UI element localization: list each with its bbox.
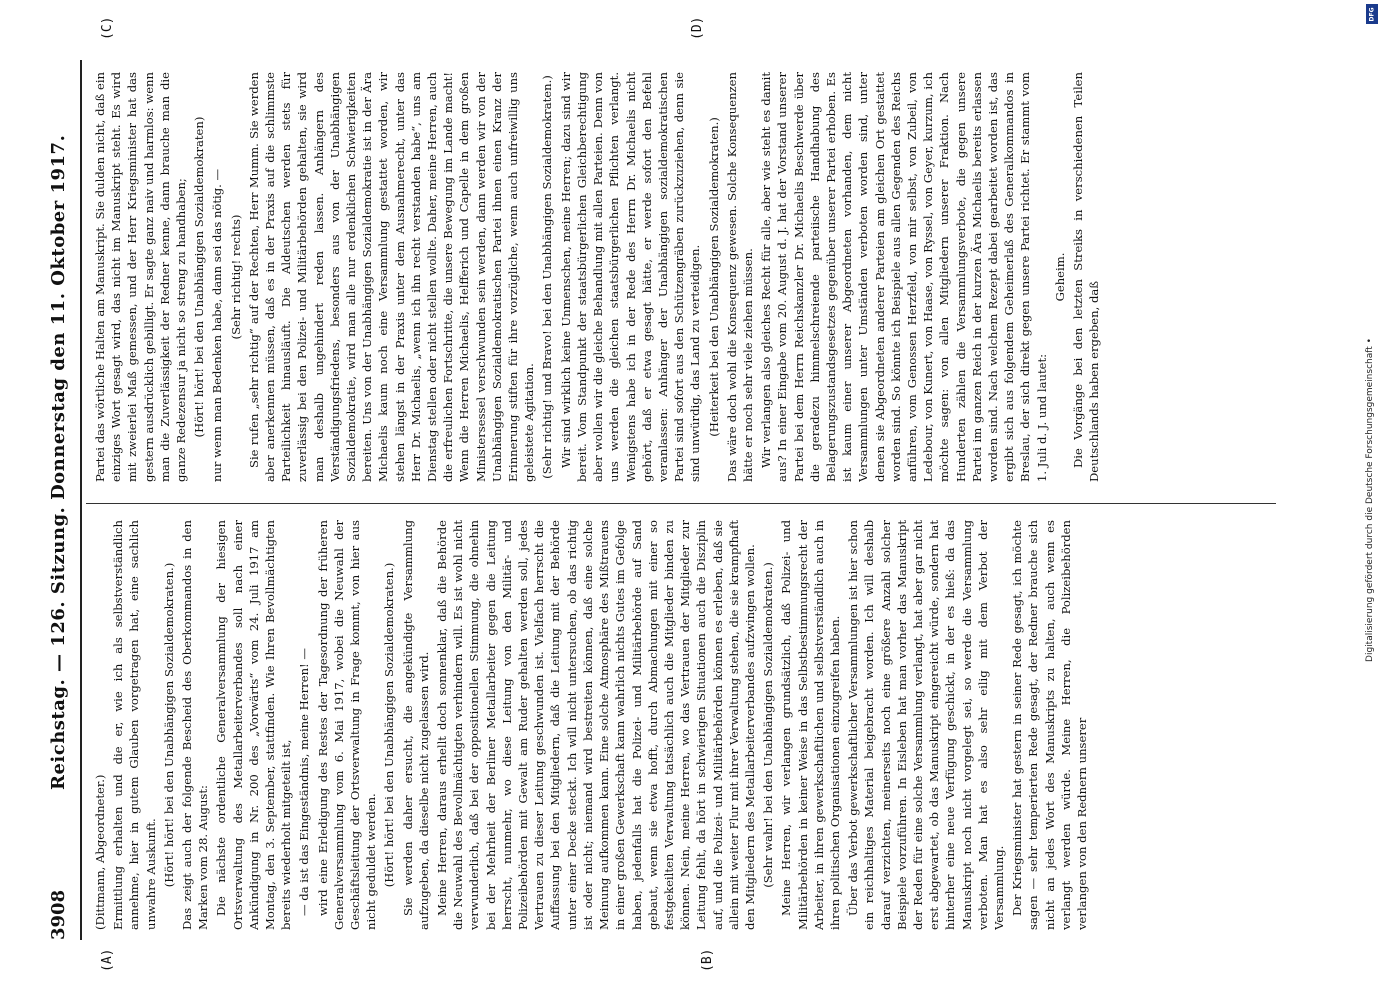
dfg-logo-text: DFG (1368, 6, 1376, 22)
paragraph: (Sehr richtig! rechts) (228, 214, 243, 340)
paragraph: Geheim. (1052, 252, 1067, 302)
margin-letter-c: (C) (100, 16, 115, 40)
header-rule (80, 60, 82, 940)
paragraph: nur wenn man Bedenken habe, dann sei das nötig. — (210, 168, 225, 482)
margin-letter-b: (B) (700, 948, 715, 972)
left-column (92, 520, 1272, 930)
paragraph: — da ist das Eingeständnis, meine Herren! — (297, 648, 312, 916)
page-number: 3908 (48, 889, 69, 940)
paragraph: Partei das wörtliche Halten am Manuskript. Sie dulden nicht, daß ein einziges Wort gesagt wird, das nicht im Manuskript steht. Es wird mit zweierlei Maß gemessen, und der Herr Kriegsminister hat das gestern ausdrücklich gebilligt. Er sagte ganz naiv und harmlos: wenn man die Zuverlässigkeit der Redner kenne, dann brauche man die ganze Redezensur ja nicht so streng zu handhaben; (93, 72, 189, 482)
paragraph: Die nächste ordentliche Generalversammlung der hiesigen Ortsverwaltung des Metallarbeiterverbandes soll nach einer Ankündigung in Nr. 200 des „Vorwärts“ vom 24. Juli 1917 am Montag, den 3. September, stattfinden. Wie Ihren Bevollmächtigten bereits wiederholt mitgeteilt ist, (214, 520, 294, 930)
paragraph: Über das Verbot gewerkschaftlicher Versammlungen ist hier schon ein reichhaltiges Material beigebracht worden. Ich will deshalb darauf verzichten, meinerseits noch eine größere Anzahl solcher Beispiele vorzuführen. In Eisleben hat man vorher das Manuskript der Reden für eine solche Versammlung verlangt, hat aber gar nicht erst abgewartet, ob das Manuskript eingereicht würde, sondern hat hinterher eine neue Verfügung geschickt, in der es hieß: da das Manuskript noch nicht vorgelegt sei, so werde die Versammlung verboten. Man hat es also sehr eilig mit dem Verbot der Versammlung. (846, 520, 1006, 930)
digitization-note (1364, 20, 1376, 980)
right-column (92, 72, 1272, 482)
paragraph: wird eine Erledigung des Restes der Tagesordnung der früheren Generalversammlung vom 6. Mai 1917, wobei die Neuwahl der Geschäftsleitung der Ortsverwaltung in Frage kommt, von hier aus nicht geduldet werden. (315, 520, 379, 930)
paragraph: Sie werden daher ersucht, die angekündigte Versammlung aufzugeben, da dieselbe nicht zugelassen wird. (400, 520, 431, 930)
paragraph: Meine Herren, wir verlangen grundsätzlich, daß Polizei- und Militärbehörden in keiner Weise in das Selbstbestimmungsrecht der Arbeiter, in ihren gewerkschaftlichen und selbstverständlich auch in ihren politischen Organisationen einzugreifen haben. (779, 520, 842, 930)
paragraph: (Hört! hört! bei den Unabhängigen Sozialdemokraten.) (161, 562, 176, 888)
paragraph: Der Kriegsminister hat gestern in seiner Rede gesagt, ich möchte sagen — sehr temperierten Rede gesagt, der Redner brauche sich nicht an jedes Wort des Manuskripts zu halten, auch wenn es verlangt werden würde. Meine Herren, die Polizeibehörden verlangen von den Rednern unserer (1010, 520, 1089, 930)
margin-letter-d: (D) (690, 16, 705, 40)
page-header (40, 60, 80, 940)
paragraph: Die Vorgänge bei den letzten Streiks in verschiedenen Teilen Deutschlands haben ergeben, daß (1070, 72, 1102, 482)
paragraph: Ermittlung erhalten und die er, wie ich als selbstverständlich annehme, hier in gutem Glauben vorgetragen hat, eine sachlich unwahre Auskunft. (111, 520, 158, 930)
paragraph: Wir verlangen also gleiches Recht für alle, aber wie steht es damit aus? In einer Eingabe vom 20. August d. J. hat der Vorstand unserer Partei bei dem Herrn Reichskanzler Dr. Michaelis Beschwerde über die geradezu himmelschreiende parteiische Handhabung des Belagerungszustandsgesetzes gegenüber unserer Partei erhoben. Es ist kaum einer unserer Abgeordneten vorhanden, dem nicht Versammlungen unter Umständen verboten worden sind, unter denen sie Abgeordneten anderer Parteien am gleichen Ort gestattet worden sind. So könnte ich Beispiele aus allen Gegenden des Reichs anführen, vom Genossen Herzfeld, von mir selbst, von Zubeil, von Ledebour, von Kunert, von Haase, von Ryssel, von Geyer, kurzum, ich möchte sagen: von allen Mitgliedern unserer Fraktion. Nach Hunderten zählen die Versammlungsverbote, die gegen unsere Partei im ganzen Reich in der kurzen Ära Michaelis bereits erlassen worden sind. Nach welchem Rezept dabei gearbeitet worden ist, das ergibt sich aus folgendem Geheimerlaß des Generalkommandos in Breslau, der sich direkt gegen unsere Partei richtet. Er stammt vom 1. Juli d. J. und lautet: (759, 72, 1049, 482)
paragraph: (Heiterkeit bei den Unabhängigen Sozialdemokraten.) (706, 117, 721, 437)
paragraph: (Sehr richtig! und Bravo! bei den Unabhängigen Sozialdemokraten.) (540, 75, 555, 479)
paragraph: (Hört! hört! bei den Unabhängigen Sozialdemokraten.) (382, 562, 397, 888)
paragraph: (Hört! hört! bei den Unabhängigen Sozialdemokraten) (192, 116, 207, 438)
paragraph: Wir sind wirklich keine Unmenschen, meine Herren; dazu sind wir bereit. Vom Standpunkt der staatsbürgerlichen Gleichberechtigung aber wollen wir die gleiche Behandlung mit allen Parteien. Denn von uns werden die gleichen staatsbürgerlichen Pflichten verlangt. Wenigstens habe ich in der Rede des Herrn Dr. Michaelis nicht gehört, daß er etwa gesagt hätte, er werde sofort den Befehl veranlassen: Anhänger der Unabhängigen sozialdemokratischen Partei sind sofort aus den Schützengräben zurückzuziehen, denn sie sind unwürdig, das Land zu verteidigen. (558, 72, 703, 482)
paragraph: Das wäre doch wohl die Konsequenz gewesen. Solche Konsequenzen hätte er noch sehr viele ziehen müssen. (724, 72, 755, 482)
paragraph: Das zeigt auch der folgende Bescheid des Oberkommandos in den Marken vom 28. August: (180, 520, 211, 930)
digitization-note-text: Digitalisierung gefördert durch die Deutsche Forschungsgemeinschaft • (1365, 338, 1375, 662)
column-divider (86, 503, 1276, 504)
running-title: Reichstag. — 126. Sitzung. Donnerstag den 11. Oktober 1917. (48, 134, 69, 790)
paragraph: Meine Herren, daraus erhellt doch sonnenklar, daß die Behörde die Neuwahl des Bevollmächtigten verhindern will. Es ist wohl nicht verwunderlich, daß bei der oppositionellen Stimmung, die ohnehin bei der Mehrheit der Berliner Metallarbeiter gegen die Leitung herrscht, nunmehr, wo diese Leitung von den Militär- und Polizeibehörden mit Gewalt am Ruder gehalten werden soll, jedes Vertrauen zu dieser Leitung geschwunden ist. Vielfach herrscht die Auffassung bei den Mitgliedern, daß die Leitung mit der Behörde unter einer Decke steckt. Ich will nicht untersuchen, ob das richtig ist oder nicht; niemand wird bestreiten können, daß eine solche Meinung aufkommen kann. Eine solche Atmosphäre des Mißtrauens in einer großen Gewerkschaft kann wahrlich nichts Gutes im Gefolge haben, jedenfalls hat die Polizei- und Militärbehörde auf Sand gebaut, wenn sie etwa hofft, durch Abmachungen mit einer so festgekeilten Verwaltung tatsächlich auch die Mitglieder binden zu können. Nein, meine Herren, wo das Vertrauen der Mitglieder zur Leitung fehlt, da hört in schwierigen Situationen auch die Disziplin auf, und die Polizei- und Militärbehörden können es erleben, daß sie allein mit weiter Flur mit ihrer Verwaltung stehen, die sie krampfhaft den Mitgliedern des Metallarbeiterverbandes aufzwingen wollen. (435, 520, 757, 930)
paragraph: Sie rufen „sehr richtig“ auf der Rechten, Herr Mumm. Sie werden aber anerkennen müssen, daß es in der Praxis auf die schlimmste Parteilichkeit hinausläuft. Die Aldeutschen werden stets für zuverlässig bei den Polizei- und Militärbehörden gehalten, sie wird man deshalb ungehindert reden lassen. Anhängern des Verständigungsfriedens, besonders aus von der Unabhängigen Sozialdemokratie, wird man alle nur erdenklichen Schwierigkeiten bereiten. Uns von der Unabhängigen Sozialdemokratie ist in der Ära Michaelis kaum noch eine Versammlung gestattet worden, wir stehen längst in der Praxis unter dem Ausnahmerecht, unter das Herr Dr. Michaelis, „wenn ich ihn recht verstanden habe“, uns am Dienstag stellen oder nicht stellen wollte. Daher, meine Herren, auch die erfreulichen Fortschritte, die unsere Bewegung im Lande macht! Wenn die Herren Michaelis, Helfferich und Capelle in dem großen Ministersessel verschwunden sein werden, dann werden wir von der Unabhängigen Sozialdemokratischen Partei ihnen einen Kranz der Erinnerung stiften für ihre vorzügliche, wenn auch unfreiwillig uns geleistete Agitation. (246, 72, 537, 482)
paragraph: (Dittmann, Abgeordneter.) (93, 774, 107, 930)
margin-letter-a: (A) (100, 948, 115, 972)
paragraph: (Sehr wahr! bei den Unabhängigen Sozialdemokraten.) (761, 562, 776, 888)
